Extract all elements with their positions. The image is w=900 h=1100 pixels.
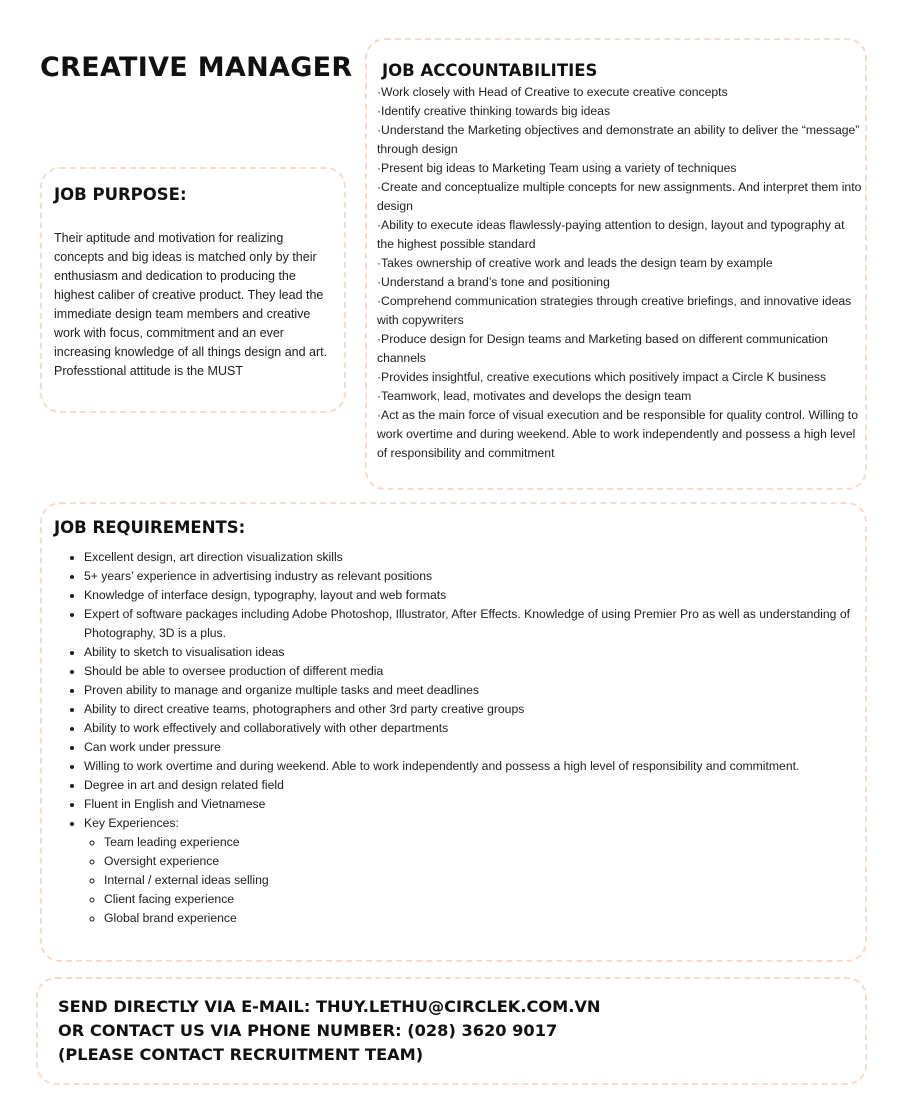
key-experience-item: ◦ Internal / external ideas selling xyxy=(104,871,874,890)
job-purpose-paragraph: Their aptitude and motivation for realizing concepts and big ideas is matched only by their enthusiasm and dedication to producing the highest caliber of creative product. They lead the immediate design team members and creative work with focus, commitment and an ever increasing knowledge of all things design and art. xyxy=(54,231,328,359)
contact-note-line: (PLEASE CONTACT RECRUITMENT TEAM) xyxy=(58,1045,424,1064)
contact-text xyxy=(58,995,600,1067)
accountability-item: ·Create and conceptualize multiple concepts for new assignments. And interpret them into design xyxy=(377,180,862,213)
requirement-item-key-experiences xyxy=(84,814,874,928)
accountability-item: ·Understand a brand’s tone and positioning xyxy=(377,275,610,289)
job-accountabilities-heading: JOB ACCOUNTABILITIES xyxy=(382,61,598,80)
job-purpose-section xyxy=(40,167,346,413)
job-accountabilities-section xyxy=(365,38,867,490)
key-experiences-list xyxy=(84,833,874,928)
requirement-item: • Can work under pressure xyxy=(84,738,874,757)
accountability-item: ·Provides insightful, creative executions which positively impact a Circle K business xyxy=(377,370,827,384)
accountability-item: ·Ability to execute ideas flawlessly-paying attention to design, layout and typography at the highest possible standard xyxy=(377,218,845,251)
accountability-item: ·Present big ideas to Marketing Team using a variety of techniques xyxy=(377,161,737,175)
key-experiences-label: Key Experiences: xyxy=(84,816,179,830)
job-purpose-body xyxy=(54,229,336,381)
requirement-item: • Expert of software packages including Adobe Photoshop, Illustrator, After Effects. Knowledge of using Premier Pro as well as understanding of Photography, 3D is a plus. xyxy=(84,605,874,643)
requirement-item: • Ability to work effectively and collaboratively with other departments xyxy=(84,719,874,738)
requirement-item: • Should be able to oversee production of different media xyxy=(84,662,874,681)
requirement-item: • Knowledge of interface design, typography, layout and web formats xyxy=(84,586,874,605)
accountability-item: ·Identify creative thinking towards big ideas xyxy=(377,104,611,118)
requirement-item: • Willing to work overtime and during weekend. Able to work independently and possess a high level of responsibility and commitment. xyxy=(84,757,874,776)
accountability-item: ·Teamwork, lead, motivates and develops the design team xyxy=(377,389,692,403)
accountability-item: ·Understand the Marketing objectives and demonstrate an ability to deliver the “message” through design xyxy=(377,123,860,156)
job-requirements-section xyxy=(40,502,867,962)
requirement-item: • 5+ years’ experience in advertising industry as relevant positions xyxy=(84,567,874,586)
key-experience-item: ◦ Global brand experience xyxy=(104,909,874,928)
accountability-item: ·Comprehend communication strategies through creative briefings, and innovative ideas with copywriters xyxy=(377,294,852,327)
accountability-item: ·Takes ownership of creative work and leads the design team by example xyxy=(377,256,773,270)
requirement-item: • Fluent in English and Vietnamese xyxy=(84,795,874,814)
key-experience-item: ◦ Client facing experience xyxy=(104,890,874,909)
requirements-list xyxy=(54,548,874,928)
requirement-item: • Proven ability to manage and organize multiple tasks and meet deadlines xyxy=(84,681,874,700)
accountability-item: ·Produce design for Design teams and Marketing based on different communication channels xyxy=(377,332,828,365)
accountability-item: ·Act as the main force of visual execution and be responsible for quality control. Willing to work overtime and during weekend. Able to work independently and possess a high level of responsibility and commitment xyxy=(377,408,858,460)
contact-section xyxy=(36,977,867,1085)
requirement-item: • Excellent design, art direction visualization skills xyxy=(84,548,874,567)
contact-email-line: SEND DIRECTLY VIA E-MAIL: THUY.LETHU@CIRCLEK.COM.VN xyxy=(58,997,601,1016)
job-purpose-note: Professtional attitude is the MUST xyxy=(54,364,243,378)
job-purpose-heading: JOB PURPOSE: xyxy=(54,185,187,204)
requirement-item: • Ability to sketch to visualisation ideas xyxy=(84,643,874,662)
accountability-item: ·Work closely with Head of Creative to execute creative concepts xyxy=(377,85,728,99)
job-requirements-heading: JOB REQUIREMENTS: xyxy=(54,518,246,537)
accountabilities-list xyxy=(377,83,862,463)
requirement-item: • Degree in art and design related field xyxy=(84,776,874,795)
page-title: CREATIVE MANAGER xyxy=(40,52,353,83)
requirement-item: • Ability to direct creative teams, photographers and other 3rd party creative groups xyxy=(84,700,874,719)
contact-phone-line: OR CONTACT US VIA PHONE NUMBER: (028) 3620 9017 xyxy=(58,1021,558,1040)
key-experience-item: ◦ Oversight experience xyxy=(104,852,874,871)
key-experience-item: ◦ Team leading experience xyxy=(104,833,874,852)
